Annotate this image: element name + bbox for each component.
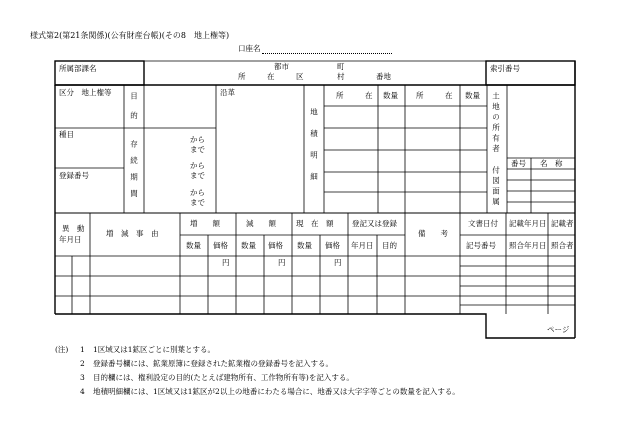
biko-label: 備 考 [418,229,448,238]
shumoku-label: 種目 [59,130,74,139]
suryo-genzai: 数量 [297,241,312,250]
tochi-shoyusha-label: 土地の所有者 [491,92,501,155]
note-3-text: 目的欄には、権利設定の目的(たとえば建物所有、工作物所有等)を記入する。 [93,373,354,382]
page-label: ページ [547,325,570,334]
form-title: 様式第2(第21条関係)(公有財産台帳)(その8 地上権等) [30,31,230,40]
idou-label-1: 異 動 [62,224,85,233]
mokuteki-label: 目的 [129,92,139,131]
made-2: まで [190,171,205,180]
sakuin-label: 索引番号 [490,64,520,73]
suryo-label-2: 数量 [465,91,480,100]
kisaisha-label: 記載者 [551,219,574,228]
suryo-zo: 数量 [186,241,201,250]
shozai-label-2: 所 在 [416,91,460,100]
zogen-jiyu-label: 増 減 事 由 [106,229,159,238]
toroku-bango-label: 登録番号 [59,171,89,180]
village-label: 村 [337,72,345,81]
gen-label: 減 額 [246,219,276,228]
mokuteki-small-label: 目的 [382,241,397,250]
bunsho-label: 文書日付 [468,219,498,228]
sonzoku-kikan-label: 存続期間 [129,140,139,206]
zo-label: 増 額 [190,219,220,228]
note-2-num: 2 [80,359,85,368]
made-3: まで [190,198,205,207]
note-4-num: 4 [80,387,85,396]
fuzoku-zumen-label: 付図面属 [491,166,501,208]
yen-2: 円 [278,258,286,267]
kara-3: から [190,188,205,197]
kigo-label: 記号番号 [466,241,496,250]
genzai-label: 現 在 額 [296,219,334,228]
koza-label: 口座名 [238,44,261,53]
note-2-text: 登録番号欄には、鉱業原簿に登録された鉱業権の登録番号を記入する。 [93,359,333,368]
yen-3: 円 [334,258,342,267]
kubun-label: 区分 地上権等 [59,88,112,97]
notes-prefix: (注) [55,345,69,354]
note-3-num: 3 [80,373,85,382]
bango-label: 番号 [511,159,526,168]
kisai-nengappi-label: 記載年月日 [509,219,547,228]
yen-1: 円 [222,258,230,267]
kara-2: から [190,161,205,170]
note-1-num: 1 [80,345,85,354]
enkaku-label: 沿革 [220,88,235,97]
shozoku-label: 所属部課名 [59,64,97,73]
ku-label: 区 [296,72,304,81]
made-1: まで [190,145,205,154]
meisho-label: 名 称 [540,159,563,168]
shougosha-label: 照合者 [551,241,574,250]
note-4-text: 地積明細欄には、1区域又は1鉱区が2以上の地番にわたる場合に、地番又は大字字等ごとの数量を記入する。 [93,387,460,396]
nengappi-label: 年月日 [351,241,374,250]
kara-1: から [190,135,205,144]
shozai-label-1: 所 在 [336,91,380,100]
chiseki-meisai-label: 地積明細 [309,108,319,194]
banchi-label: 番地 [376,72,391,81]
note-1-text: 1区域又は1鉱区ごとに別葉とする。 [93,345,216,354]
kakaku-genzai: 価格 [325,241,340,250]
town-label: 町 [337,62,345,71]
shougo-nengappi-label: 照合年月日 [509,241,547,250]
kakaku-zo: 価格 [213,241,228,250]
place-label: 所 在 [238,72,282,81]
city-label: 都市 [274,62,289,71]
kakaku-gen: 価格 [268,241,283,250]
idou-label-2: 年月日 [59,235,82,244]
suryo-gen: 数量 [241,241,256,250]
touki-label: 登記又は登録 [352,219,397,228]
suryo-label-1: 数量 [383,91,398,100]
